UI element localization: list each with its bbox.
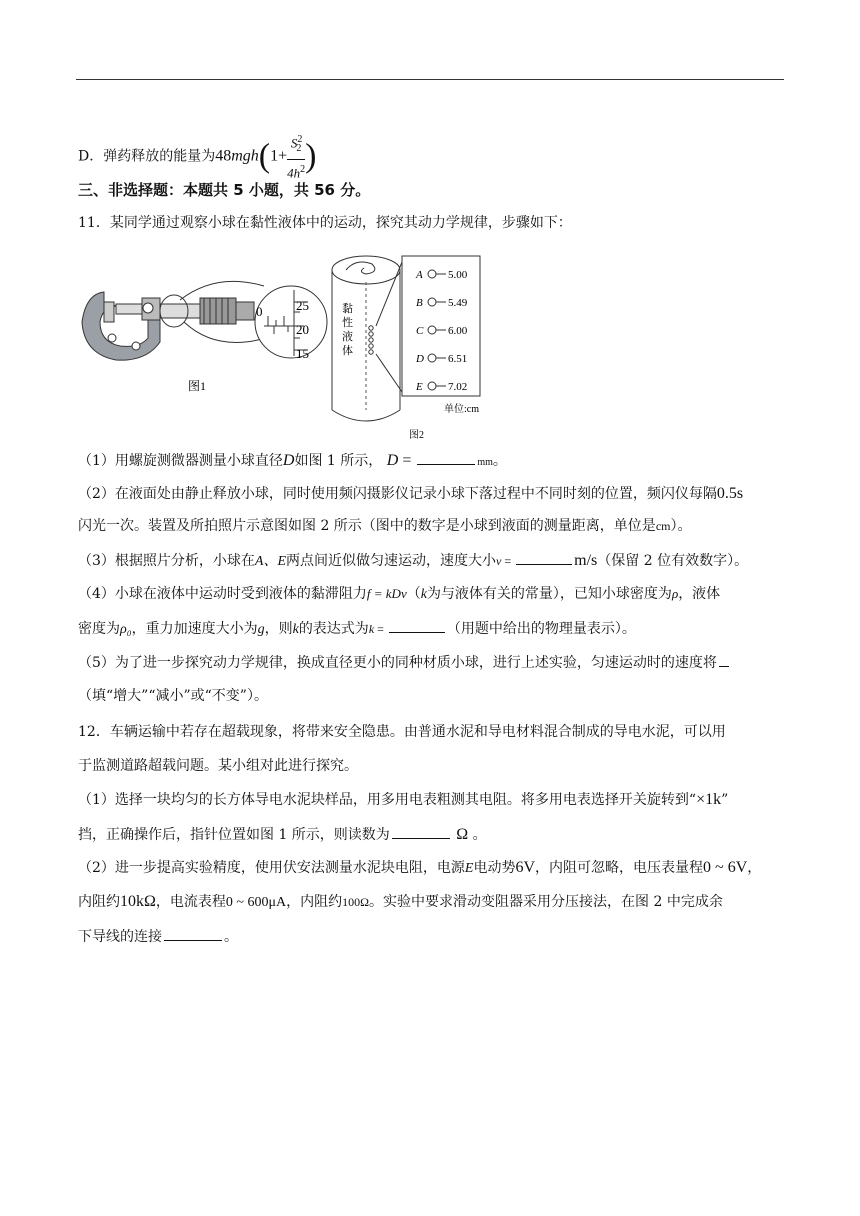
- q11-p2-c: ）。: [670, 518, 692, 534]
- q12-p1-d: 。: [472, 827, 487, 843]
- point-circle-e: [428, 382, 436, 390]
- frac-den-sup: 2: [300, 163, 306, 175]
- q11-p4-h: ，则: [264, 621, 293, 637]
- q11-p3-b: 两点间近似做匀速运动，速度大小: [286, 553, 497, 569]
- q11-p1: [78, 450, 507, 473]
- q11-p4-line2: [78, 618, 636, 640]
- q11-p4-k3: k: [368, 622, 375, 636]
- q12-p1-range: ×1k: [696, 791, 722, 808]
- q11-p2-b: 闪光一次。装置及所拍照片示意图如图 2 所示（图中的数字是小球到液面的测量距离，单位是: [78, 518, 656, 534]
- point-value-e: 7.02: [448, 381, 468, 393]
- q11-p4-rho: ρ: [671, 586, 679, 601]
- right-paren: ): [305, 137, 317, 175]
- q11-p4-eq: =: [374, 622, 387, 636]
- q11-p4-k2: k: [292, 622, 299, 637]
- fig2-label: 图2: [409, 430, 424, 441]
- q11-p5-line1: [78, 652, 731, 673]
- q11-figure: [76, 242, 516, 442]
- q12-p2-arange: 0 ~ 600μA: [225, 895, 287, 910]
- zoom-zero: 0: [256, 304, 263, 319]
- q11-p4-k: k: [420, 587, 427, 602]
- q11-p1-eqsign: =: [398, 452, 416, 469]
- q12-p2-c: ，内阻可忽略，电压表量程: [535, 860, 704, 876]
- scale-15: 15: [296, 346, 309, 361]
- q12-p2-h: 。实验中要求滑动变阻器采用分压接法，在图 2 中完成余: [369, 894, 723, 910]
- q11-p3-a: （3）根据照片分析，小球在: [78, 553, 255, 569]
- q12-p1-line2: [78, 824, 487, 845]
- frac-num-sub: 2: [296, 142, 302, 154]
- q11-p4-i: 的表达式为: [298, 621, 369, 637]
- option-d: [78, 130, 316, 183]
- q11-p3-eq: =: [501, 554, 515, 568]
- q12-p2-line1: [78, 858, 761, 879]
- answer-blank-speed-change[interactable]: [719, 652, 729, 667]
- answer-blank-diameter[interactable]: [417, 450, 475, 465]
- q12-p1-b: ”: [721, 792, 729, 808]
- q11-p4-e: 密度为: [78, 621, 120, 637]
- q12-p2-rv: 10kΩ: [120, 893, 156, 910]
- q11-p3: [78, 550, 748, 572]
- q12-p2-g: ，内阻约: [286, 894, 343, 910]
- q11-p1-eq: D: [386, 452, 399, 469]
- q12-p2-b: 电动势: [473, 860, 516, 876]
- q12-p2-d: ，: [747, 860, 762, 876]
- answer-blank-resistance[interactable]: [392, 824, 450, 839]
- q12-p2-e: 内阻约: [78, 894, 120, 910]
- answer-blank-velocity[interactable]: [516, 550, 572, 565]
- micrometer-zoom: [255, 286, 327, 361]
- point-value-a: 5.00: [448, 269, 468, 281]
- q12-p2-E: E: [464, 861, 474, 876]
- point-value-b: 5.49: [448, 297, 468, 309]
- q11-p4-g: g: [257, 622, 265, 637]
- point-label-b: B: [416, 297, 423, 309]
- q11-p4-j: （用题中给出的物理量表示）。: [446, 621, 636, 637]
- photo-frame: [402, 256, 480, 396]
- q12-p1-c: 挡，正确操作后，指针位置如图 1 所示，则读数为: [78, 827, 390, 843]
- q11-p3-AE: A、E: [254, 554, 287, 569]
- q12-p2-a: （2）进一步提高实验精度，使用伏安法测量水泥块电阻，电源: [78, 860, 465, 876]
- q11-p2-cm: cm: [655, 519, 671, 533]
- q11-p4-formula: f = kDv: [366, 586, 407, 601]
- q11-p4-f: ，重力加速度大小为: [131, 621, 258, 637]
- q11-p1-D: D: [282, 452, 295, 469]
- q11-p5-line2: （填“增大”“减小”或“不变”）。: [78, 688, 268, 704]
- q11-p2-a: （2）在液面处由静止释放小球，同时使用频闪摄影仪记录小球下落过程中不同时刻的位置，频闪仪每隔: [78, 486, 717, 502]
- q11-p1-end: 。: [492, 453, 507, 469]
- point-label-e: E: [416, 381, 423, 393]
- frac-num: S: [290, 135, 298, 151]
- q11-p4-rho0: ρ₀: [120, 622, 132, 637]
- q11-p4-d: ，液体: [678, 586, 721, 602]
- point-circle-d: [428, 354, 436, 362]
- scale-20: 20: [296, 322, 309, 337]
- q11-p2-interval: 0.5s: [716, 485, 744, 502]
- q11-p1-a: （1）用螺旋测微器测量小球直径: [78, 453, 283, 469]
- q12-p2-ra: 100Ω: [342, 895, 370, 909]
- point-circle-a: [428, 270, 436, 278]
- point-label-a: A: [416, 269, 423, 281]
- point-value-c: 6.00: [448, 325, 468, 337]
- q12-p2-end: 。: [224, 929, 238, 945]
- q11-p5-a: （5）为了进一步探究动力学规律，换成直径更小的同种材质小球，进行上述实验，匀速运动时的速度将: [78, 655, 717, 671]
- point-circle-c: [428, 326, 436, 334]
- frac-den: 4h: [287, 165, 301, 181]
- q12-p2-emf: 6V: [515, 859, 536, 876]
- q12-p2-line3: [78, 926, 238, 947]
- one-plus: 1+: [270, 147, 288, 165]
- point-circle-b: [428, 298, 436, 306]
- unit-label: 单位:cm: [444, 404, 479, 415]
- q12-p2-line2: [78, 892, 723, 913]
- q12-p2-f: ，电流表程: [155, 894, 226, 910]
- frac-num-sup: 2: [297, 134, 303, 145]
- fraction: [287, 130, 305, 183]
- point-label-c: C: [416, 325, 424, 337]
- q11-p4-b: （: [406, 586, 421, 602]
- q12-p1-line1: [78, 790, 728, 810]
- q11-p1-b: 如图 1 所示，: [294, 453, 383, 469]
- q11-p4-c: 为与液体有关的常量），已知小球密度为: [426, 586, 672, 602]
- micrometer-icon: [82, 281, 266, 360]
- header-rule: [76, 79, 784, 80]
- q11-p4-line1: [78, 584, 720, 605]
- q12-p1-ohm: Ω: [456, 826, 469, 843]
- q12-p2-vrange: 0 ~ 6V: [703, 859, 748, 876]
- q12-line1: 12．车辆运输中若存在超载现象，将带来安全隐患。由普通水泥和导电材料混合制成的导电水泥，可以用: [78, 724, 726, 740]
- section-heading: 三、非选择题：本题共 5 小题，共 56 分。: [78, 181, 371, 199]
- q11-p2-line1: [78, 484, 743, 504]
- q11-p3-v: v: [496, 554, 502, 568]
- liquid-label: 黏性液体: [342, 303, 353, 357]
- left-paren: (: [258, 137, 271, 175]
- answer-blank-wiring[interactable]: [164, 926, 222, 941]
- option-d-vars: mgh: [231, 147, 259, 165]
- option-d-label: D．弹药释放的能量为: [78, 148, 216, 165]
- q12-line2: 于监测道路超载问题。某小组对此进行探究。: [78, 758, 358, 774]
- q12-p2-i: 下导线的连接: [78, 929, 162, 945]
- q11-p4-a: （4）小球在液体中运动时受到液体的黏滞阻力: [78, 586, 367, 602]
- q11-p2-line2: [78, 516, 691, 536]
- q11-p1-unit: mm: [477, 457, 493, 468]
- q11-p3-c: （保留 2 位有效数字）。: [597, 553, 749, 569]
- scale-25: 25: [296, 298, 309, 313]
- q11-p3-unit: m/s: [574, 552, 598, 569]
- point-value-d: 6.51: [448, 353, 468, 365]
- fig1-label: 图1: [188, 379, 207, 393]
- point-label-d: D: [416, 353, 424, 365]
- answer-blank-k[interactable]: [389, 618, 445, 633]
- q12-p1-a: （1）选择一块均匀的长方体导电水泥块样品，用多用电表粗测其电阻。将多用电表选择开关旋转到“: [78, 792, 697, 808]
- q11-intro: 11．某同学通过观察小球在黏性液体中的运动，探究其动力学规律，步骤如下：: [78, 215, 572, 231]
- option-d-coef: 48: [215, 147, 232, 165]
